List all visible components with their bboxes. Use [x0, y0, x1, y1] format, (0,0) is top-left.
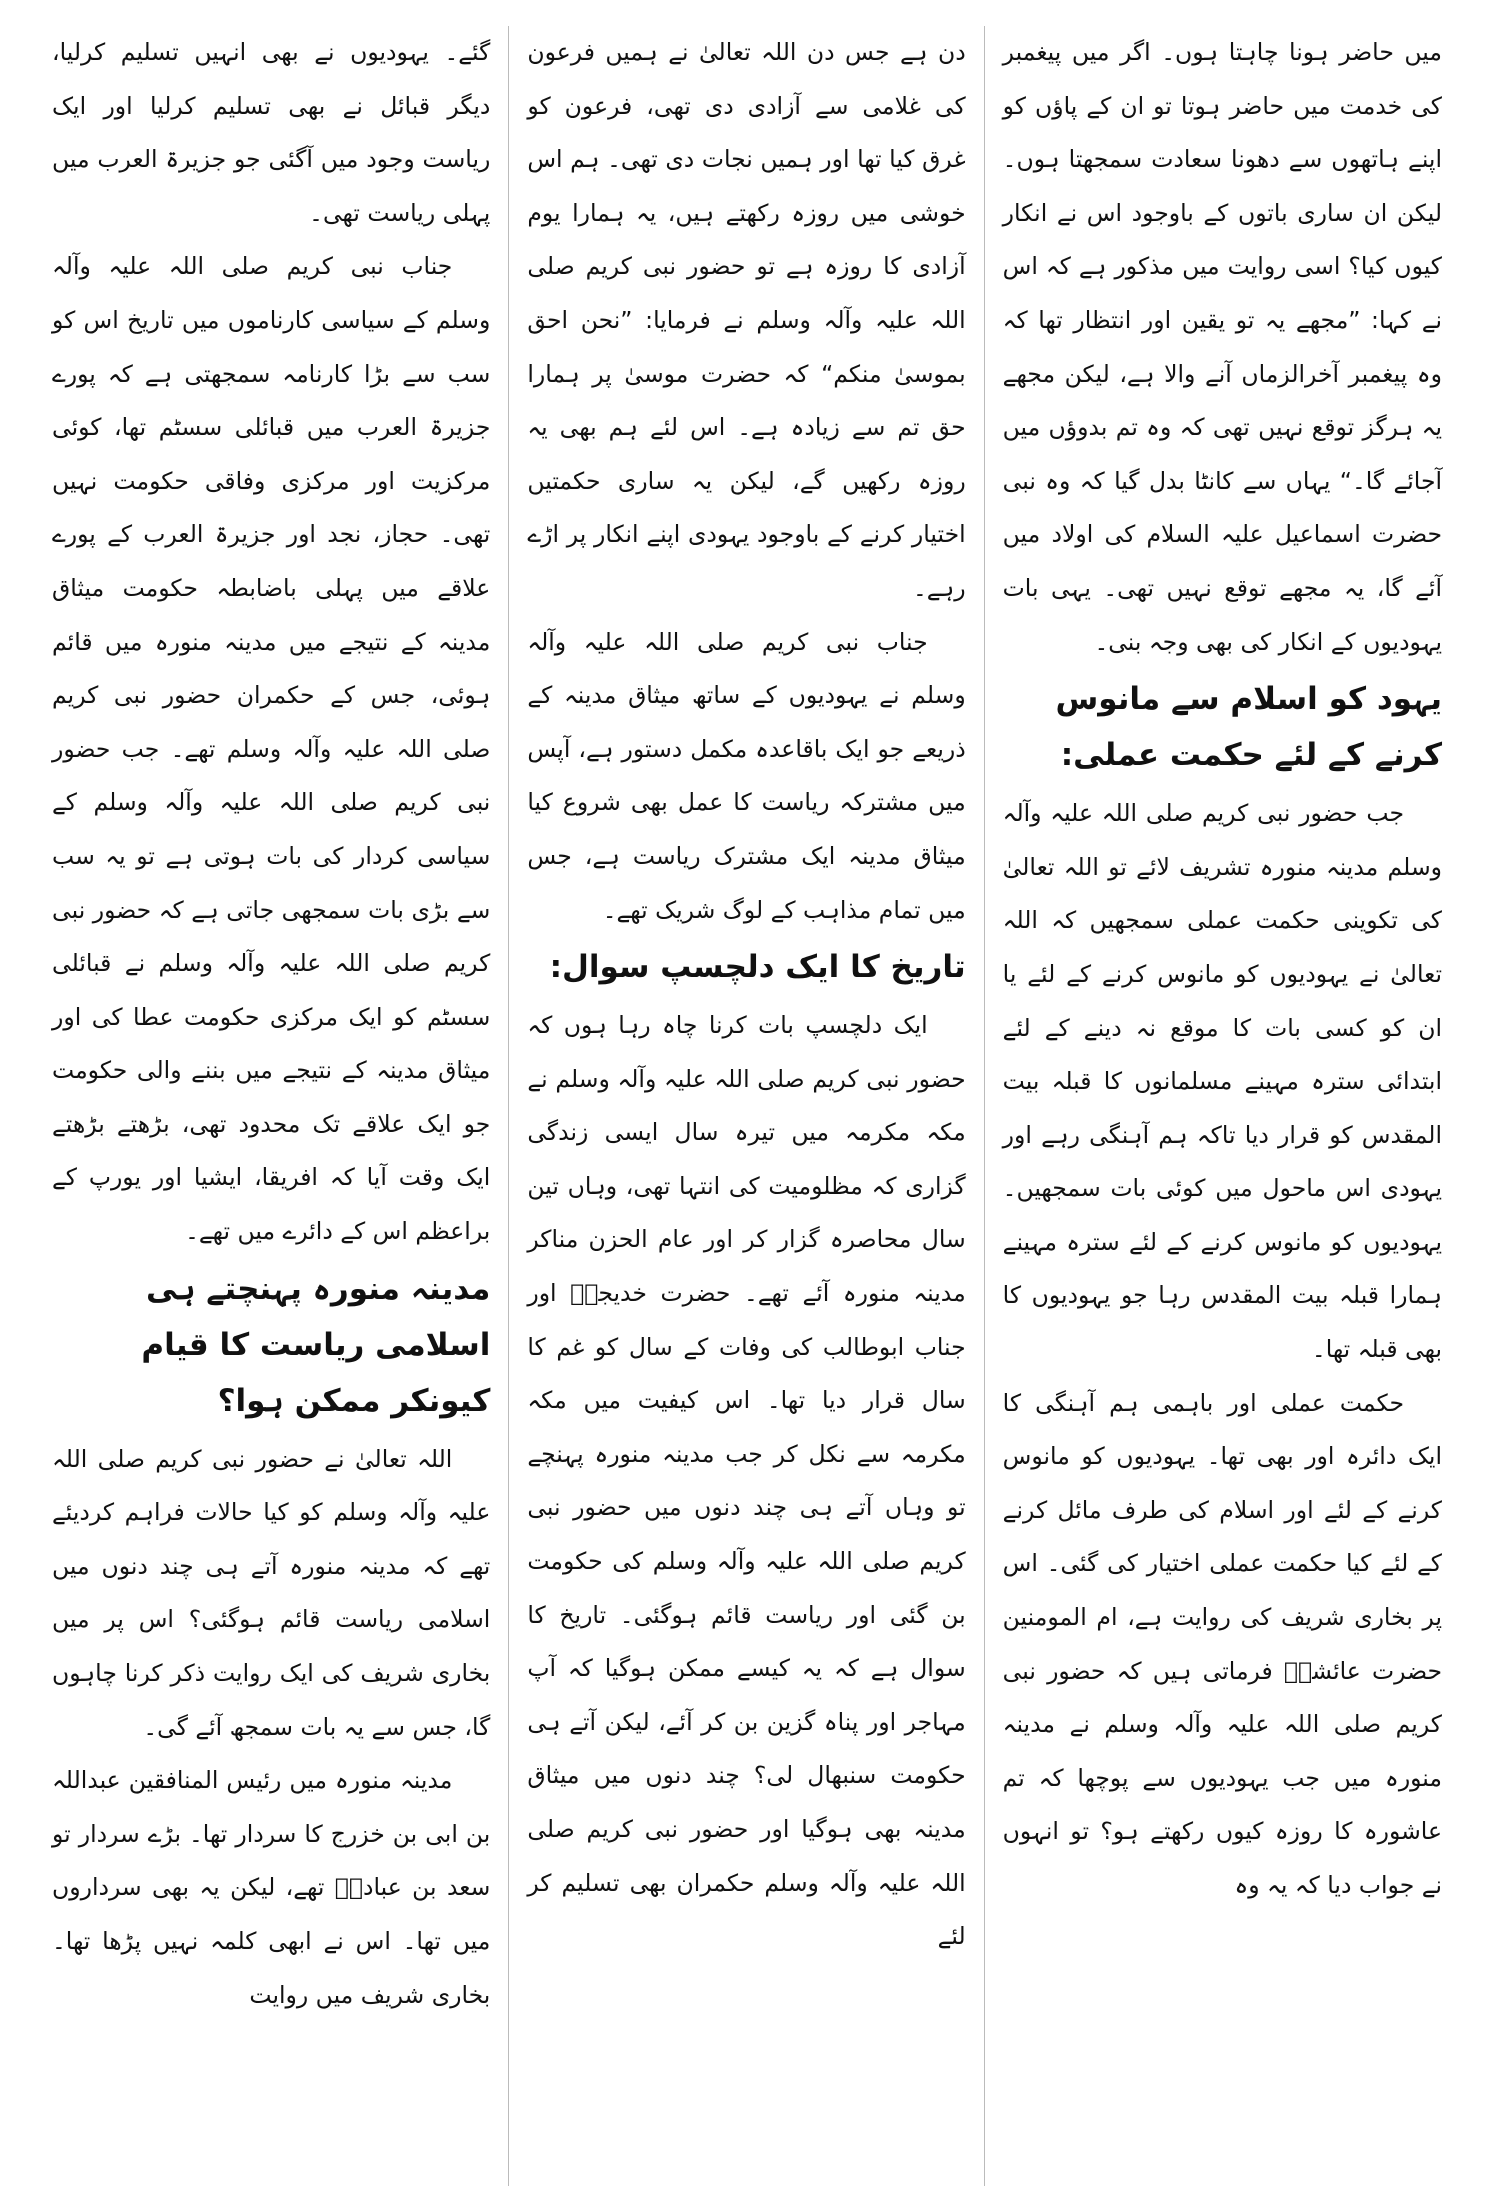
article-paragraph: گئے۔ یہودیوں نے بھی انہیں تسلیم کرلیا، دیگر قبائل نے بھی تسلیم کرلیا اور ایک ریاست وجود میں آگئی جو جزیرۃ العرب میں پہلی ریاست تھی۔ [52, 38, 491, 227]
article-paragraph: جناب نبی کریم صلی اللہ علیہ وآلہ وسلم نے یہودیوں کے ساتھ میثاق مدینہ کے ذریعے جو ایک باقاعدہ مکمل دستور ہے، آپس میں مشترکہ ریاست کا عمل بھی شروع کیا میثاق مدینہ ایک مشترک ریاست ہے، جس میں تمام مذاہب کے لوگ شریک تھے۔ [527, 627, 966, 924]
section-heading: یہود کو اسلام سے مانوس کرنے کے لئے حکمت عملی: [1055, 681, 1442, 774]
article-paragraph: ایک دلچسپ بات کرنا چاہ رہا ہوں کہ حضور نبی کریم صلی اللہ علیہ وآلہ وسلم نے مکہ مکرمہ میں تیرہ سال ایسی زندگی گزاری کہ مظلومیت کی انتہا تھی، وہاں تین سال محاصرہ گزار کر اور عام الحزن مناکر مدینہ منورہ آئے تھے۔ حضرت خدیجہؓ اور جناب ابوطالب کی وفات کے سال کو غم کا سال قرار دیا تھا۔ اس کیفیت میں مکہ مکرمہ سے نکل کر جب مدینہ منورہ پہنچے تو وہاں آتے ہی چند دنوں میں حضور نبی کریم صلی اللہ علیہ وآلہ وسلم کی حکومت بن گئی اور ریاست قائم ہوگئی۔ تاریخ کا سوال ہے کہ یہ کیسے ممکن ہوگیا کہ آپ مہاجر اور پناہ گزین بن کر آئے، لیکن آتے ہی حکومت سنبھال لی؟ چند دنوں میں میثاق مدینہ بھی ہوگیا اور حضور نبی کریم صلی اللہ علیہ وآلہ وسلم حکمران بھی تسلیم کر لئے [527, 1011, 966, 1951]
article-paragraph: دن ہے جس دن اللہ تعالیٰ نے ہمیں فرعون کی غلامی سے آزادی دی تھی، فرعون کو غرق کیا تھا اور ہمیں نجات دی تھی۔ ہم اس خوشی میں روزہ رکھتے ہیں، یہ ہمارا یوم آزادی کا روزہ ہے تو حضور نبی کریم صلی اللہ علیہ وآلہ وسلم نے فرمایا: ”نحن احق بموسیٰ منکم“ کہ حضرت موسیٰ پر ہمارا حق تم سے زیادہ ہے۔ اس لئے ہم بھی یہ روزہ رکھیں گے، لیکن یہ ساری حکمتیں اختیار کرنے کے باوجود یہودی اپنے انکار پر اڑے رہے۔ [527, 38, 966, 602]
column-middle [509, 26, 984, 2186]
column-left [34, 26, 509, 2186]
column-right [985, 26, 1460, 2186]
section-heading: مدینہ منورہ پہنچتے ہی اسلامی ریاست کا قیام کیونکر ممکن ہوا؟ [141, 1270, 491, 1419]
article-paragraph: جناب نبی کریم صلی اللہ علیہ وآلہ وسلم کے سیاسی کارناموں میں تاریخ اس کو سب سے بڑا کارنامہ سمجھتی ہے کہ پورے جزیرۃ العرب میں قبائلی سسٹم تھا، کوئی مرکزیت اور مرکزی وفاقی حکومت نہیں تھی۔ حجاز، نجد اور جزیرۃ العرب کے پورے علاقے میں پہلی باضابطہ حکومت میثاق مدینہ کے نتیجے میں مدینہ منورہ میں قائم ہوئی، جس کے حکمران حضور نبی کریم صلی اللہ علیہ وآلہ وسلم تھے۔ جب حضور نبی کریم صلی اللہ علیہ وآلہ وسلم کے سیاسی کردار کی بات ہوتی ہے تو یہ سب سے بڑی بات سمجھی جاتی ہے کہ حضور نبی کریم صلی اللہ علیہ وآلہ وسلم نے قبائلی سسٹم کو ایک مرکزی حکومت عطا کی اور میثاق مدینہ کے نتیجے میں بننے والی حکومت جو ایک علاقے تک محدود تھی، بڑھتے بڑھتے ایک وقت آیا کہ افریقا، ایشیا اور یورپ کے براعظم اس کے دائرے میں تھے۔ [52, 252, 491, 1246]
article-paragraph: جب حضور نبی کریم صلی اللہ علیہ وآلہ وسلم مدینہ منورہ تشریف لائے تو اللہ تعالیٰ کی تکوینی حکمت عملی سمجھیں کہ اللہ تعالیٰ نے یہودیوں کو مانوس کرنے کے لئے یا ان کو کسی بات کا موقع نہ دینے کے لئے ابتدائی سترہ مہینے مسلمانوں کا قبلہ بیت المقدس کو قرار دیا تاکہ ہم آہنگی رہے اور یہودی اس ماحول میں کوئی بات سمجھیں۔ یہودیوں کو مانوس کرنے کے لئے سترہ مہینے ہمارا قبلہ بیت المقدس رہا جو یہودیوں کا بھی قبلہ تھا۔ [1002, 799, 1442, 1364]
article-paragraph: میں حاضر ہونا چاہتا ہوں۔ اگر میں پیغمبر کی خدمت میں حاضر ہوتا تو ان کے پاؤں کو اپنے ہاتھوں سے دھونا سعادت سمجھتا ہوں۔ لیکن ان ساری باتوں کے باوجود اس نے انکار کیوں کیا؟ اسی روایت میں مذکور ہے کہ اس نے کہا: ”مجھے یہ تو یقین اور انتظار تھا کہ وہ پیغمبر آخرالزماں آنے والا ہے، لیکن مجھے یہ ہرگز توقع نہیں تھی کہ وہ تم بدوؤں میں آجائے گا۔“ یہاں سے کانٹا بدل گیا کہ وہ نبی حضرت اسماعیل علیہ السلام کی اولاد میں آئے گا، یہ مجھے توقع نہیں تھی۔ یہی بات یہودیوں کے انکار کی بھی وجہ بنی۔ [1002, 38, 1442, 656]
article-paragraph: حکمت عملی اور باہمی ہم آہنگی کا ایک دائرہ اور بھی تھا۔ یہودیوں کو مانوس کرنے کے لئے اور اسلام کی طرف مائل کرنے کے لئے کیا حکمت عملی اختیار کی گئی۔ اس پر بخاری شریف کی روایت ہے، ام المومنین حضرت عائشہؓ فرماتی ہیں کہ حضور نبی کریم صلی اللہ علیہ وآلہ وسلم نے مدینہ منورہ میں جب یہودیوں سے پوچھا کہ تم عاشورہ کا روزہ کیوں رکھتے ہو؟ تو انہوں نے جواب دیا کہ یہ وہ [1002, 1388, 1442, 1899]
article-paragraph: مدینہ منورہ میں رئیس المنافقین عبداللہ بن ابی بن خزرج کا سردار تھا۔ بڑے سردار تو سعد بن عبادہؓ تھے، لیکن یہ بھی سرداروں میں تھا۔ اس نے ابھی کلمہ نہیں پڑھا تھا۔ بخاری شریف میں روایت [52, 1766, 491, 2009]
article-paragraph: اللہ تعالیٰ نے حضور نبی کریم صلی اللہ علیہ وآلہ وسلم کو کیا حالات فراہم کردیئے تھے کہ مدینہ منورہ آتے ہی چند دنوں میں اسلامی ریاست قائم ہوگئی؟ اس پر میں بخاری شریف کی ایک روایت ذکر کرنا چاہوں گا، جس سے یہ بات سمجھ آئے گی۔ [52, 1444, 491, 1741]
section-heading: تاریخ کا ایک دلچسپ سوال: [549, 949, 966, 986]
